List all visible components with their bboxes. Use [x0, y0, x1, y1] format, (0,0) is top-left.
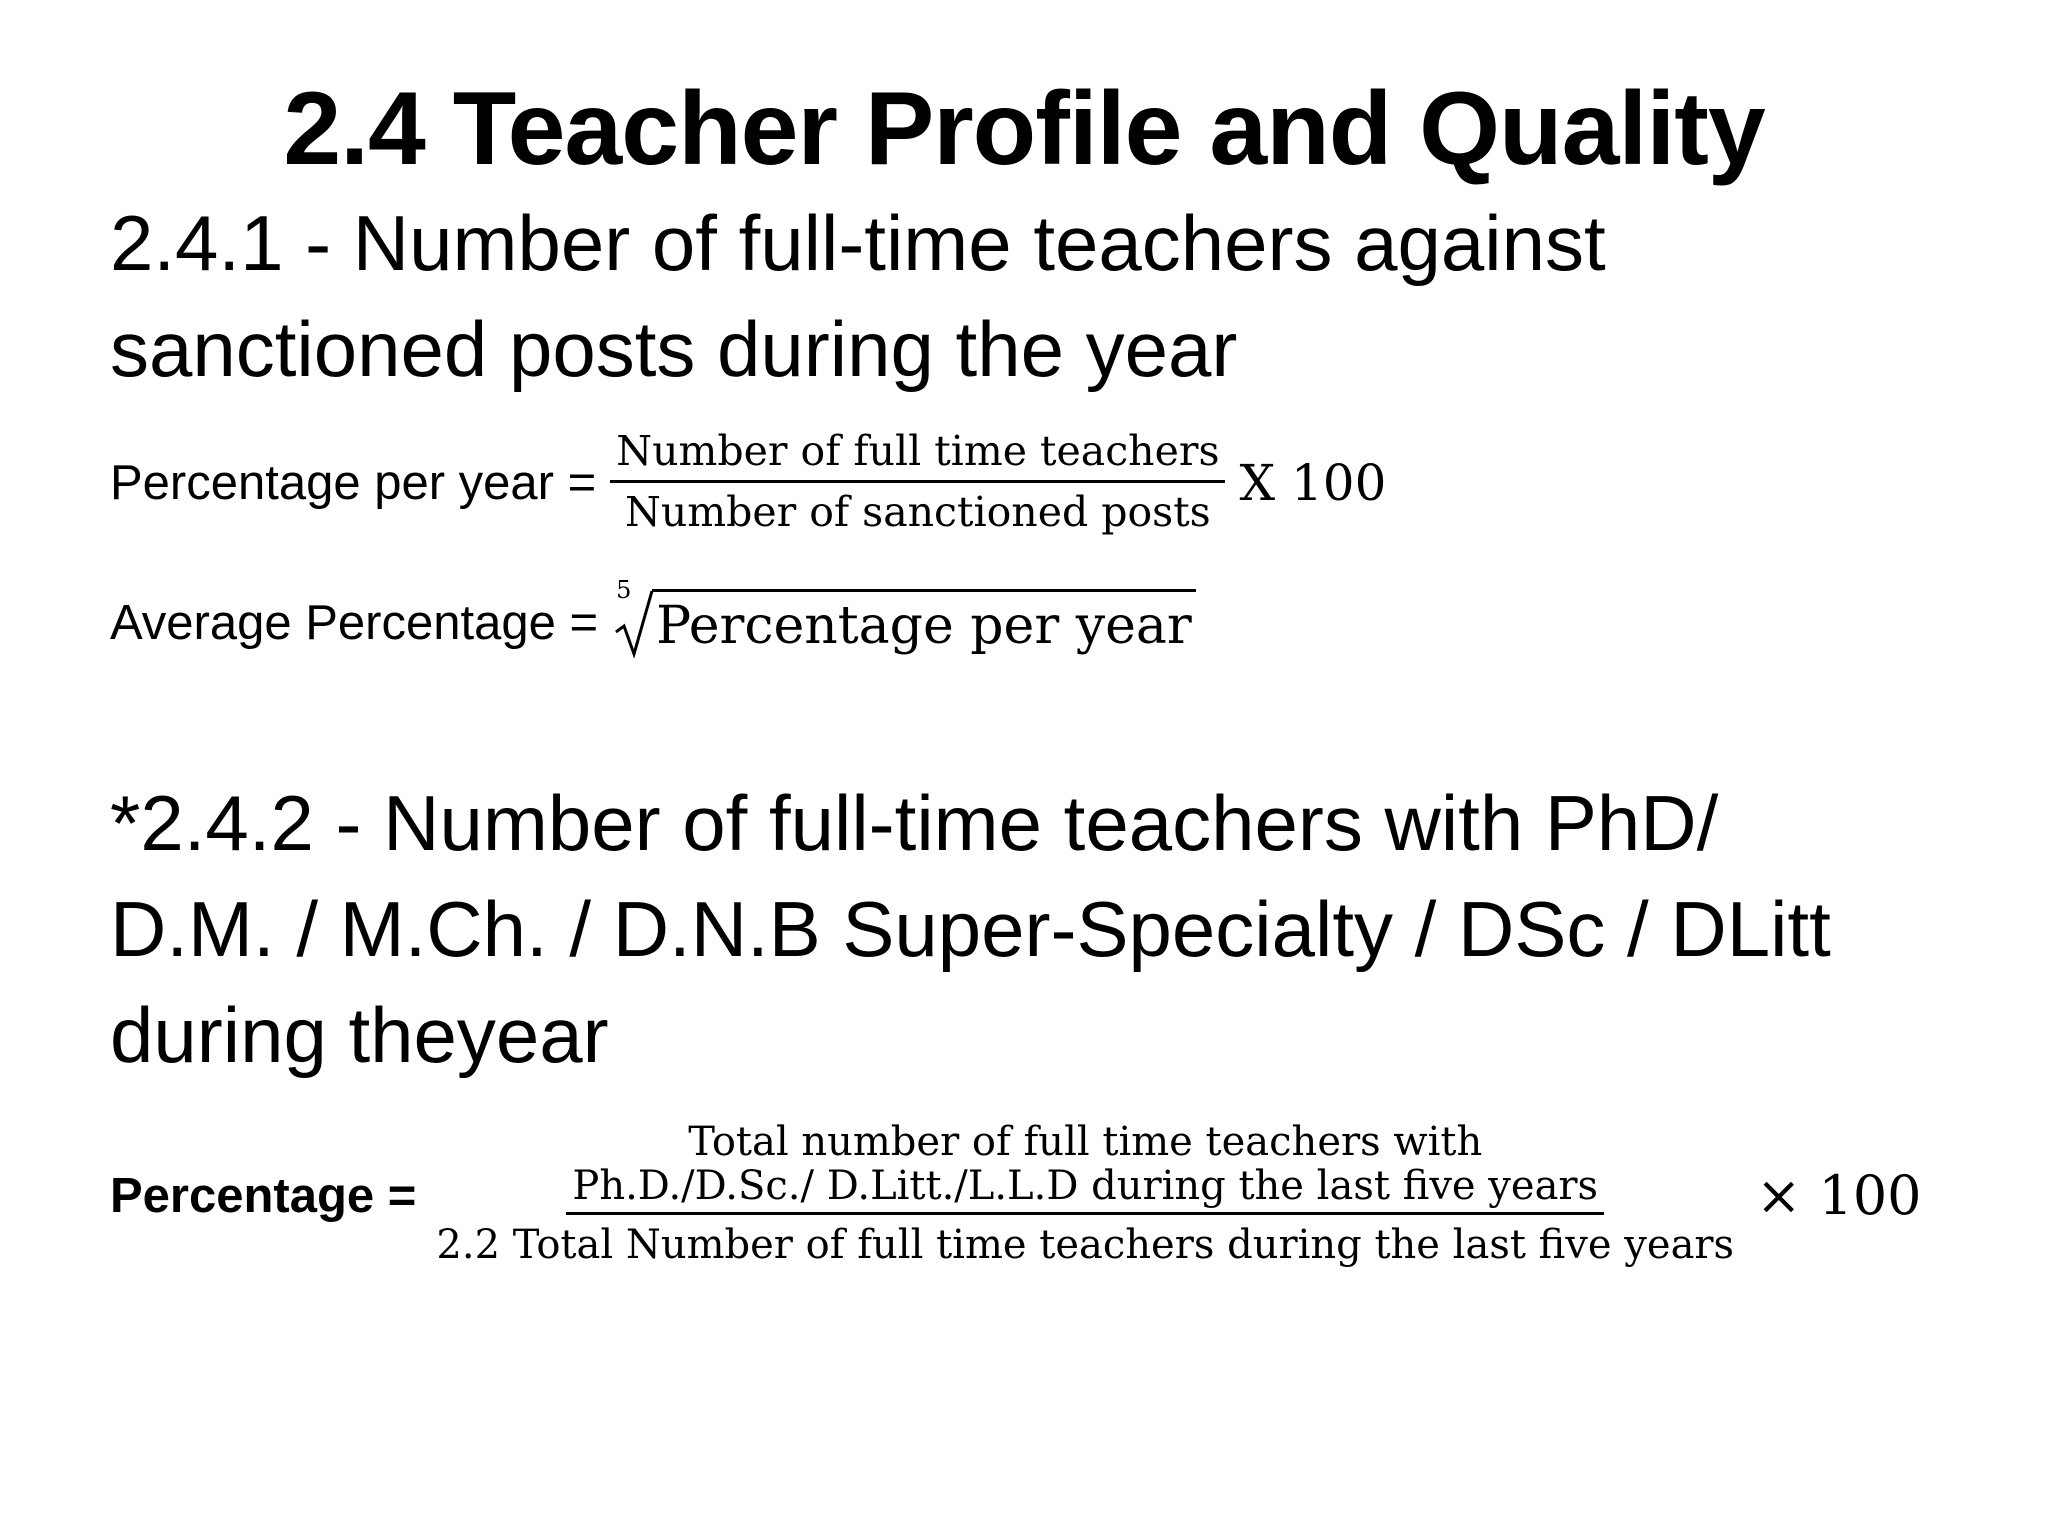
fraction-denominator: 2.2 Total Number of full time teachers during the last five years [436, 1222, 1735, 1268]
section-2-4-1-heading [110, 190, 1990, 402]
radicand: Percentage per year [652, 589, 1196, 658]
fraction-numerator: Number of full time teachers [610, 428, 1225, 483]
heading-line: 2.4.1 - Number of full-time teachers against [110, 199, 1606, 287]
formula-lhs: Percentage = [110, 1168, 417, 1223]
formula-lhs: Percentage per year = [110, 455, 597, 510]
formula-lhs: Average Percentage = [110, 596, 599, 650]
heading-line: D.M. / M.Ch. / D.N.B Super-Specialty / DSc / DLitt [110, 885, 1831, 973]
average-percentage-formula [110, 576, 1196, 658]
fraction-numerator [566, 1120, 1604, 1215]
root-index: 5 [616, 576, 632, 604]
fraction [610, 428, 1225, 537]
heading-line: *2.4.2 - Number of full-time teachers with PhD/ [110, 779, 1719, 867]
fraction [430, 1120, 1740, 1271]
slide-title: 2.4 Teacher Profile and Quality [283, 71, 1765, 187]
nth-root [614, 576, 1196, 658]
multiplier: × 100 [1756, 1164, 1922, 1227]
numerator-line: Total number of full time teachers with [688, 1119, 1483, 1165]
fraction-denominator: Number of sanctioned posts [624, 488, 1211, 536]
multiplier: X 100 [1239, 453, 1387, 512]
percentage-per-year-formula [110, 428, 1386, 537]
heading-line: during theyear [110, 991, 609, 1079]
heading-line: sanctioned posts during the year [110, 305, 1238, 393]
phd-percentage-formula [110, 1120, 1922, 1271]
section-2-4-2-heading [110, 770, 1990, 1088]
numerator-line: Ph.D./D.Sc./ D.Litt./L.L.D during the last five years [572, 1163, 1599, 1209]
